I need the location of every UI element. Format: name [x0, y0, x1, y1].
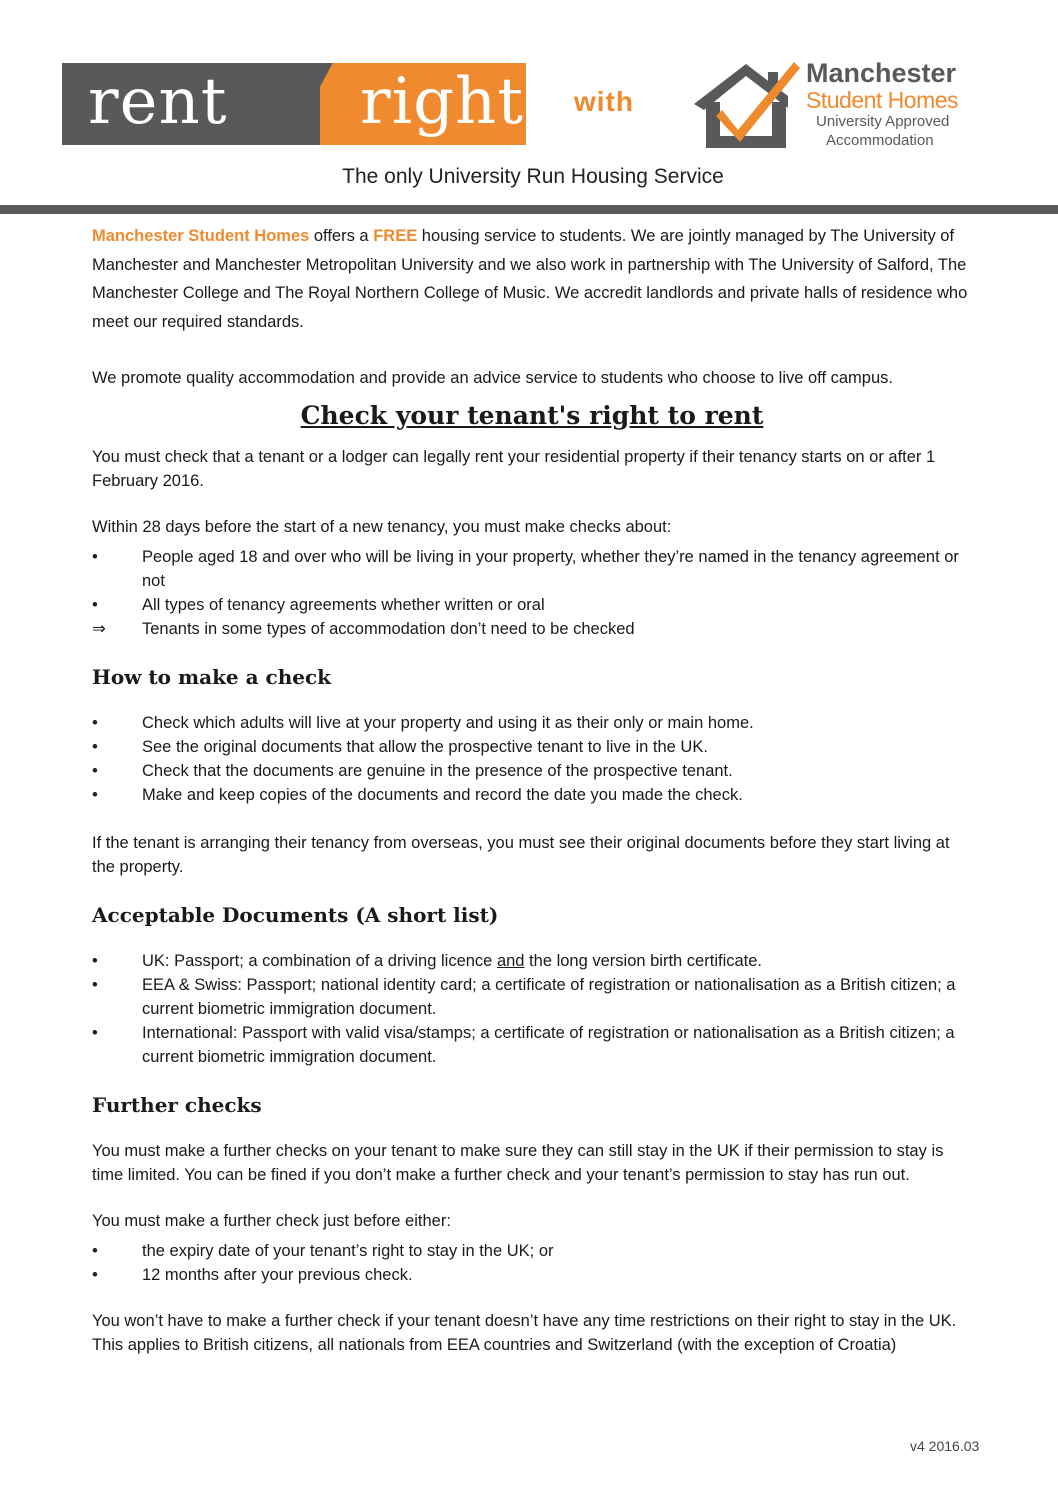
list-item-text: the expiry date of your tenant’s right to stay in the UK; or [142, 1241, 554, 1260]
arrow-marker: ⇒ [92, 619, 106, 638]
further-paragraph-2: You must make a further check just before either: [92, 1211, 451, 1230]
list-item [92, 783, 972, 807]
list-item-text: Make and keep copies of the documents and record the date you made the check. [142, 785, 743, 804]
list-item [92, 593, 972, 617]
msh-line1: Manchester [806, 58, 957, 88]
list-item [92, 949, 972, 973]
documents-heading: Acceptable Documents (A short list) [92, 902, 499, 927]
intro-paragraph [92, 222, 972, 336]
further-paragraph-1: You must make a further checks on your tenant to make sure they can still stay in the UK if their permission to stay is time limited. You can be fined if you don’t make a further check and your tenant’s permission to stay has run out. [92, 1141, 944, 1184]
version-label: v4 2016.03 [910, 1438, 980, 1454]
overseas-note: If the tenant is arranging their tenancy from overseas, you must see their original documents before they start living at the property. [92, 833, 950, 876]
logo-word-rent: rent [88, 65, 228, 139]
bullet-marker: • [92, 785, 98, 804]
page-title: Check your tenant's right to rent [300, 400, 764, 430]
how-heading: How to make a check [92, 664, 332, 689]
msh-line3: University Approved [816, 113, 950, 130]
list-item-text: All types of tenancy agreements whether written or oral [142, 595, 545, 614]
uk-docs-text-2: the long version birth certificate. [524, 951, 763, 970]
list-item-text: See the original documents that allow the prospective tenant to live in the UK. [142, 737, 708, 756]
bullet-marker: • [92, 737, 98, 756]
header-divider [0, 205, 1058, 214]
bullet-marker: • [92, 1023, 98, 1042]
document-body [92, 222, 972, 1357]
bullet-marker: • [92, 951, 98, 970]
bullet-marker: • [92, 975, 98, 994]
bullet-marker: • [92, 761, 98, 780]
with-label: with [574, 86, 634, 117]
msh-line4: Accommodation [826, 132, 934, 149]
list-item [92, 617, 972, 641]
list-item [92, 1239, 972, 1263]
further-list [92, 1239, 972, 1287]
list-item [92, 711, 972, 735]
uk-docs-and: and [496, 951, 525, 970]
logo-word-right: right [360, 65, 524, 139]
intl-docs-text: International: Passport with valid visa/stamps; a certificate of registration or nationalisation as a British citizen; a current biometric immigration document. [142, 1023, 955, 1066]
list-item [92, 1263, 972, 1287]
msh-logo-text [806, 58, 1006, 150]
right-to-rent-intro: You must check that a tenant or a lodger can legally rent your residential property if their tenancy starts on or after 1 February 2016. [92, 447, 936, 490]
list-item-text: Check that the documents are genuine in the presence of the prospective tenant. [142, 761, 733, 780]
intro-section [92, 222, 972, 393]
checks-intro: Within 28 days before the start of a new tenancy, you must make checks about: [92, 517, 672, 536]
bullet-marker: • [92, 547, 98, 566]
org-name: Manchester Student Homes [92, 227, 310, 245]
list-item-text: Check which adults will live at your property and using it as their only or main home. [142, 713, 754, 732]
free-highlight: FREE [373, 227, 418, 245]
documents-list [92, 949, 972, 1069]
eea-docs-text: EEA & Swiss: Passport; national identity card; a certificate of registration or nationalisation as a British citizen; a current biometric immigration document. [142, 975, 956, 1018]
house-check-icon [688, 58, 804, 150]
further-paragraph-3: You won’t have to make a further check if your tenant doesn’t have any time restrictions on their right to stay in the UK. This applies to British citizens, all nationals from EEA countries and Switzerland (with the exception of Croatia) [92, 1311, 957, 1354]
msh-line2: Student Homes [806, 87, 959, 113]
bullet-marker: • [92, 1265, 98, 1284]
further-heading: Further checks [92, 1092, 262, 1117]
list-item-text: Tenants in some types of accommodation don’t need to be checked [142, 619, 635, 638]
bullet-marker: • [92, 1241, 98, 1260]
list-item-text: 12 months after your previous check. [142, 1265, 413, 1284]
uk-docs-text: UK: Passport; a combination of a driving licence [142, 951, 497, 970]
page-header [0, 0, 1058, 215]
intro-text-2: housing service to students. We are jointly managed by The University of Manchester and Manchester Metropolitan University and we also work in partnership with The University of Salford, The Manchester College and The Royal Northern College of Music. We accredit landlords and private halls of residence who meet our required standards. [92, 227, 968, 331]
rent-right-logo [62, 63, 526, 145]
intro-paragraph-2: We promote quality accommodation and provide an advice service to students who choose to live off campus. [92, 369, 893, 387]
how-list [92, 711, 972, 807]
bullet-marker: • [92, 595, 98, 614]
list-item [92, 759, 972, 783]
checks-list [92, 545, 972, 641]
intro-text-1: offers a [309, 227, 374, 245]
list-item [92, 735, 972, 759]
list-item [92, 1021, 972, 1069]
bullet-marker: • [92, 713, 98, 732]
list-item [92, 973, 972, 1021]
tagline: The only University Run Housing Service [342, 165, 724, 188]
list-item [92, 545, 972, 593]
list-item-text: People aged 18 and over who will be living in your property, whether they’re named in the tenancy agreement or not [142, 547, 959, 590]
